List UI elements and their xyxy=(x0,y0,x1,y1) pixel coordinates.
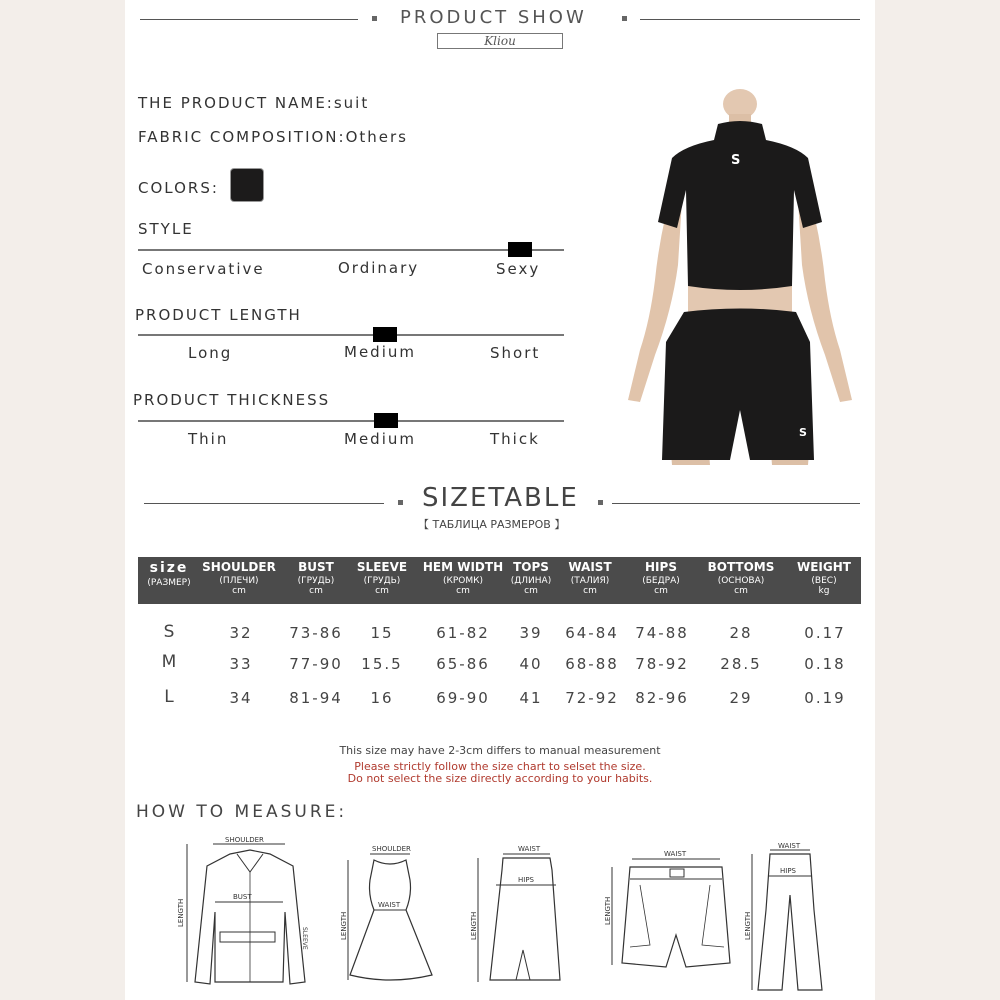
table-cell: 0.19 xyxy=(804,689,846,707)
table-cell: 34 xyxy=(229,689,253,707)
header-rule-right xyxy=(640,19,860,20)
sizetable-rule-right xyxy=(612,503,860,504)
style-marker xyxy=(508,242,532,257)
page-title: PRODUCT SHOW xyxy=(400,7,587,28)
length-marker xyxy=(373,327,397,342)
fabric-value: Others xyxy=(345,128,408,146)
svg-text:SHOULDER: SHOULDER xyxy=(372,845,411,853)
note-habits: Do not select the size directly according to your habits. xyxy=(347,772,653,785)
col-weight: WEIGHT (ВЕС) kg xyxy=(797,560,851,596)
pants-measure-figure xyxy=(742,840,832,995)
col-bust: BUST (ГРУДЬ) cm xyxy=(297,560,335,596)
col-size: size (РАЗМЕР) xyxy=(147,560,191,588)
product-name-label: THE PRODUCT NAME: xyxy=(138,94,334,112)
svg-text:LENGTH: LENGTH xyxy=(604,896,612,925)
svg-text:SLEEVE: SLEEVE xyxy=(301,927,308,950)
col-waist: WAIST (ТАЛИЯ) cm xyxy=(568,560,612,596)
header-dot-right xyxy=(622,16,627,21)
table-cell: 41 xyxy=(519,689,543,707)
table-cell: 77-90 xyxy=(289,655,343,673)
svg-text:LENGTH: LENGTH xyxy=(470,911,478,940)
table-cell: 81-94 xyxy=(289,689,343,707)
svg-text:HIPS: HIPS xyxy=(780,867,796,875)
table-cell: 40 xyxy=(519,655,543,673)
table-cell: 28.5 xyxy=(720,655,762,673)
product-name-value: suit xyxy=(333,94,370,112)
thickness-label-thin: Thin xyxy=(188,430,229,448)
style-label-sexy: Sexy xyxy=(496,260,541,278)
product-name-row xyxy=(138,94,369,112)
product-photo xyxy=(600,80,880,480)
header-dot-left xyxy=(372,16,377,21)
shorts-icon xyxy=(662,309,814,461)
col-shoulder: SHOULDER (ПЛЕЧИ) cm xyxy=(202,560,276,596)
table-cell: 61-82 xyxy=(436,624,490,642)
thickness-marker xyxy=(374,413,398,428)
col-hem-width: HEM WIDTH (КРОМК) cm xyxy=(422,560,504,596)
fabric-label: FABRIC COMPOSITION: xyxy=(138,128,346,146)
sizetable-dot-left xyxy=(398,500,403,505)
col-hips: HIPS (БЕДРА) cm xyxy=(642,560,680,596)
note-measurement: This size may have 2-3cm differs to manual measurement xyxy=(339,744,661,757)
crop-top-icon xyxy=(658,121,822,290)
table-cell: 28 xyxy=(729,624,753,642)
table-cell: 74-88 xyxy=(635,624,689,642)
table-cell: M xyxy=(161,652,179,672)
table-cell: 29 xyxy=(729,689,753,707)
fabric-row xyxy=(138,128,408,146)
svg-text:LENGTH: LENGTH xyxy=(744,911,752,940)
colors-label: COLORS: xyxy=(138,179,219,197)
skirt-measure-figure xyxy=(468,840,568,990)
table-cell: 16 xyxy=(370,689,394,707)
length-title: PRODUCT LENGTH xyxy=(135,306,302,324)
table-cell: S xyxy=(163,622,177,642)
col-tops: TOPS (ДЛИНА) cm xyxy=(510,560,552,596)
table-cell: L xyxy=(164,687,176,707)
table-cell: 15.5 xyxy=(361,655,403,673)
table-cell: 78-92 xyxy=(635,655,689,673)
thickness-label-thick: Thick xyxy=(490,430,540,448)
svg-text:LENGTH: LENGTH xyxy=(177,898,185,927)
length-scale-line xyxy=(138,334,564,336)
col-bottoms: BOTTOMS (ОСНОВА) cm xyxy=(707,560,775,596)
table-cell: 32 xyxy=(229,624,253,642)
sizetable-subtitle: 【 ТАБЛИЦА РАЗМЕРОВ 】 xyxy=(418,518,566,531)
table-cell: 73-86 xyxy=(289,624,343,642)
table-cell: 72-92 xyxy=(565,689,619,707)
style-title: STYLE xyxy=(138,220,194,238)
style-scale-line xyxy=(138,249,564,251)
shorts-measure-figure xyxy=(600,845,740,980)
header-rule-left xyxy=(140,19,358,20)
table-cell: 82-96 xyxy=(635,689,689,707)
col-sleeve: SLEEVE (ГРУДЬ) cm xyxy=(356,560,408,596)
table-cell: 0.17 xyxy=(804,624,846,642)
svg-text:WAIST: WAIST xyxy=(518,845,541,853)
table-cell: 64-84 xyxy=(565,624,619,642)
thickness-scale-line xyxy=(138,420,564,422)
thickness-label-medium: Medium xyxy=(344,430,416,448)
sizetable-dot-right xyxy=(598,500,603,505)
svg-text:BUST: BUST xyxy=(233,893,252,901)
svg-text:WAIST: WAIST xyxy=(378,901,401,909)
sizetable-header xyxy=(138,557,861,604)
svg-text:LENGTH: LENGTH xyxy=(340,911,348,940)
table-cell: 33 xyxy=(229,655,253,673)
table-cell: 69-90 xyxy=(436,689,490,707)
thickness-title: PRODUCT THICKNESS xyxy=(133,391,331,409)
table-cell: 65-86 xyxy=(436,655,490,673)
sizetable-rule-left xyxy=(144,503,384,504)
dress-measure-figure xyxy=(340,840,440,990)
style-label-ordinary: Ordinary xyxy=(338,259,420,277)
length-label-medium: Medium xyxy=(344,343,416,361)
how-to-measure-title: HOW TO MEASURE: xyxy=(136,802,348,822)
sizetable-title: SIZETABLE xyxy=(422,483,579,513)
note-follow-chart: Please strictly follow the size chart to selset the size. xyxy=(354,760,646,773)
length-label-long: Long xyxy=(188,344,233,362)
svg-text:S: S xyxy=(799,426,807,439)
length-label-short: Short xyxy=(490,344,541,362)
svg-text:HIPS: HIPS xyxy=(518,876,534,884)
brand-label: Kliou xyxy=(437,33,563,49)
color-swatch-black[interactable] xyxy=(231,169,263,201)
table-cell: 68-88 xyxy=(565,655,619,673)
style-label-conservative: Conservative xyxy=(142,260,265,278)
jacket-measure-figure xyxy=(175,832,325,992)
svg-text:SHOULDER: SHOULDER xyxy=(225,836,264,844)
svg-text:WAIST: WAIST xyxy=(664,850,687,858)
svg-text:S: S xyxy=(731,153,741,168)
table-cell: 0.18 xyxy=(804,655,846,673)
table-cell: 15 xyxy=(370,624,394,642)
table-cell: 39 xyxy=(519,624,543,642)
svg-text:WAIST: WAIST xyxy=(778,842,801,850)
